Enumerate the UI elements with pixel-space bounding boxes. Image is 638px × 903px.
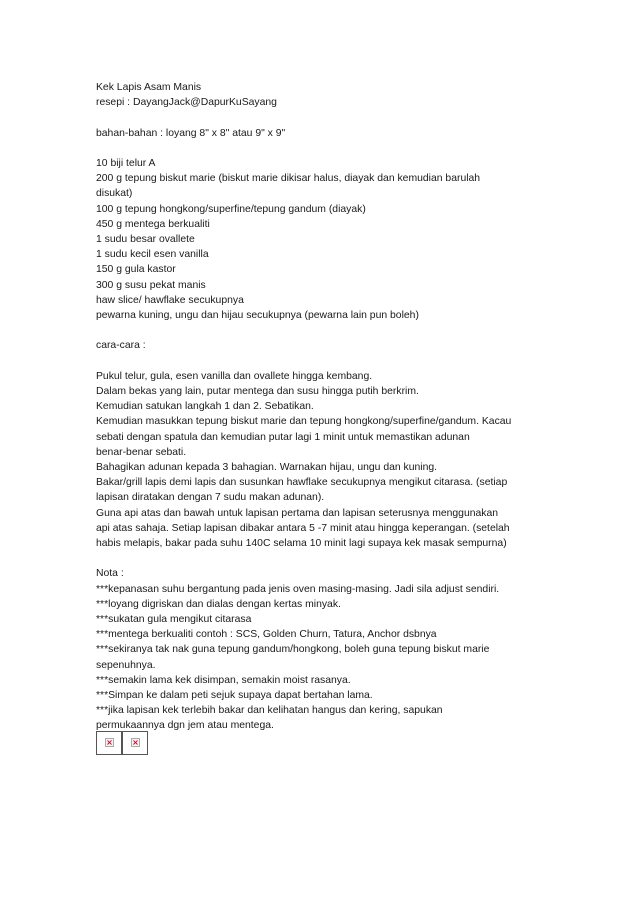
- note-line: ***kepanasan suhu bergantung pada jenis oven masing-masing. Jadi sila adjust sendiri.: [96, 583, 500, 595]
- ingredient-line: disukat): [96, 188, 133, 200]
- ingredient-line: 150 g gula kastor: [96, 264, 176, 276]
- method-line: Kemudian masukkan tepung biskut marie dan tepung hongkong/superfine/gandum. Kacau: [96, 416, 512, 428]
- note-line: sepenuhnya.: [96, 659, 156, 671]
- broken-image-placeholder: [96, 731, 122, 755]
- note-line: ***sukatan gula mengikut citarasa: [96, 614, 252, 626]
- method-line: Bahagikan adunan kepada 3 bahagian. Warnakan hijau, ungu dan kuning.: [96, 462, 438, 474]
- spacer: [96, 551, 556, 566]
- notes-header: Nota :: [96, 568, 124, 580]
- ingredients-list: [96, 156, 556, 323]
- note-line: ***jika lapisan kek terlebih bakar dan kelihatan hangus dan kering, sapukan: [96, 705, 443, 717]
- recipe-title: Kek Lapis Asam Manis: [96, 82, 202, 93]
- note-line: ***sekiranya tak nak guna tepung gandum/hongkong, boleh guna tepung biskut marie: [96, 644, 490, 656]
- spacer: [96, 354, 556, 369]
- note-line: ***mentega berkualiti contoh : SCS, Golden Churn, Tatura, Anchor dsbnya: [96, 629, 437, 641]
- note-line: ***semakin lama kek disimpan, semakin moist rasanya.: [96, 674, 351, 686]
- ingredient-line: pewarna kuning, ungu dan hijau secukupnya (pewarna lain pun boleh): [96, 310, 419, 322]
- spacer: [96, 141, 556, 156]
- method-line: lapisan diratakan dengan 7 sudu makan adunan).: [96, 492, 325, 504]
- note-line: ***Simpan ke dalam peti sejuk supaya dapat bertahan lama.: [96, 690, 373, 702]
- method-line: Pukul telur, gula, esen vanilla dan ovallete hingga kembang.: [96, 370, 373, 382]
- ingredient-line: 100 g tepung hongkong/superfine/tepung gandum (diayak): [96, 203, 366, 215]
- method-line: habis melapis, bakar pada suhu 140C selama 10 minit lagi supaya kek masak sempurna): [96, 538, 507, 550]
- ingredient-line: 1 sudu kecil esen vanilla: [96, 249, 209, 261]
- method-line: Bakar/grill lapis demi lapis dan susunkan hawflake secukupnya mengikut citarasa. (setiap: [96, 477, 508, 489]
- ingredient-line: 300 g susu pekat manis: [96, 279, 206, 291]
- broken-image-icon: ×: [106, 738, 113, 747]
- broken-image-icon: ×: [132, 738, 139, 747]
- ingredient-line: 450 g mentega berkualiti: [96, 218, 210, 230]
- method-list: [96, 369, 556, 551]
- recipe-document: [96, 80, 556, 734]
- broken-image-placeholder: [122, 731, 148, 755]
- spacer: [96, 110, 556, 125]
- notes-list: [96, 582, 556, 734]
- method-header: cara-cara :: [96, 340, 146, 352]
- note-line: permukaannya dgn jem atau mentega.: [96, 720, 274, 732]
- recipe-credit: resepi : DayangJack@DapurKuSayang: [96, 97, 277, 109]
- note-line: ***loyang digriskan dan dialas dengan kertas minyak.: [96, 598, 341, 610]
- method-line: Dalam bekas yang lain, putar mentega dan susu hingga putih berkrim.: [96, 386, 419, 397]
- method-line: benar-benar sebati.: [96, 446, 187, 458]
- ingredient-line: 1 sudu besar ovallete: [96, 234, 195, 245]
- method-line: api atas sahaja. Setiap lapisan dibakar antara 5 -7 minit atau hingga keperangan. (setelah: [96, 522, 510, 534]
- ingredient-line: 200 g tepung biskut marie (biskut marie dikisar halus, diayak dan kemudian barulah: [96, 173, 481, 185]
- spacer: [96, 323, 556, 338]
- method-line: Kemudian satukan langkah 1 dan 2. Sebatikan.: [96, 401, 314, 413]
- ingredient-line: 10 biji telur A: [96, 157, 156, 169]
- method-line: Guna api atas dan bawah untuk lapisan pertama dan lapisan seterusnya menggunakan: [96, 507, 499, 519]
- ingredient-line: haw slice/ hawflake secukupnya: [96, 294, 244, 306]
- method-line: sebati dengan spatula dan kemudian putar lagi 1 minit untuk memastikan adunan: [96, 431, 470, 443]
- ingredients-header: bahan-bahan : loyang 8" x 8" atau 9" x 9": [96, 127, 286, 139]
